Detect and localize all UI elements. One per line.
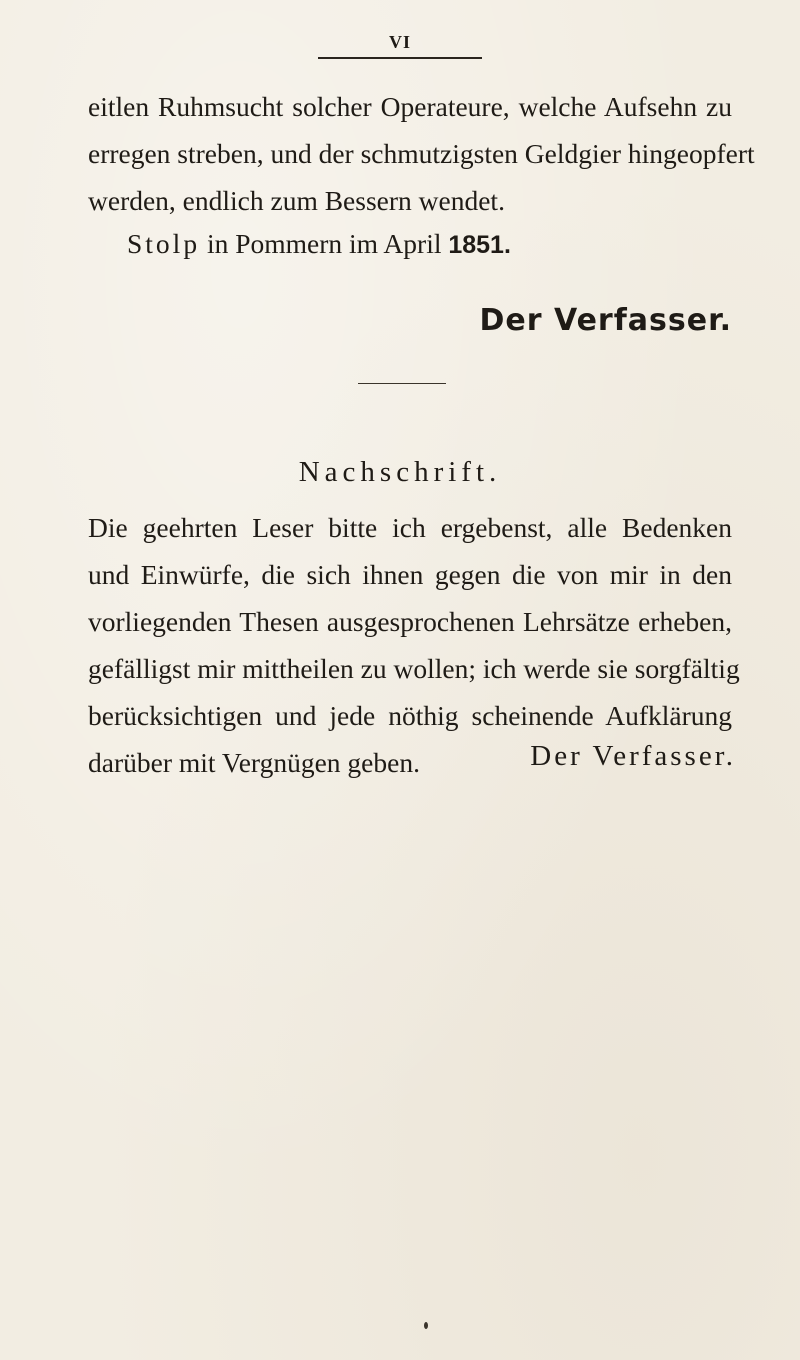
- dateline-place: Stolp: [127, 228, 201, 259]
- postscript-line-4: gefälligst mir mittheilen zu wollen; ich werde sie sorgfältig: [88, 653, 740, 684]
- postscript-heading: Nachschrift.: [298, 456, 502, 488]
- paper-speck: [424, 1322, 428, 1329]
- postscript-line-6: darüber mit Vergnügen geben.: [88, 747, 420, 778]
- postscript-line-1: Die geehrten Leser bitte ich ergebenst, alle Bedenken: [88, 512, 732, 543]
- postscript-line-3: vorliegenden Thesen ausgesprochenen Lehrsätze erheben,: [88, 606, 732, 637]
- signature-author-blackletter: Der Verfasser.: [479, 303, 732, 338]
- page-number: VI: [388, 32, 411, 52]
- closing-paragraph: [88, 83, 755, 224]
- signature-author: Der Verfasser.: [530, 740, 736, 772]
- postscript-line-5: berücksichtigen und jede nöthig scheinende Aufklärung: [88, 700, 732, 731]
- dateline: [127, 228, 511, 260]
- dateline-year: 1851.: [448, 231, 511, 259]
- header-rule: [318, 57, 482, 59]
- closing-line-3: werden, endlich zum Bessern wendet.: [88, 185, 505, 216]
- closing-line-2: erregen streben, und der schmutzigsten Geldgier hingeopfert: [88, 138, 755, 169]
- closing-line-1: eitlen Ruhmsucht solcher Operateure, welche Aufsehn zu: [88, 91, 732, 122]
- section-divider: [358, 383, 446, 384]
- postscript-line-2: und Einwürfe, die sich ihnen gegen die von mir in den: [88, 559, 732, 590]
- dateline-middle: in Pommern im April: [206, 228, 442, 259]
